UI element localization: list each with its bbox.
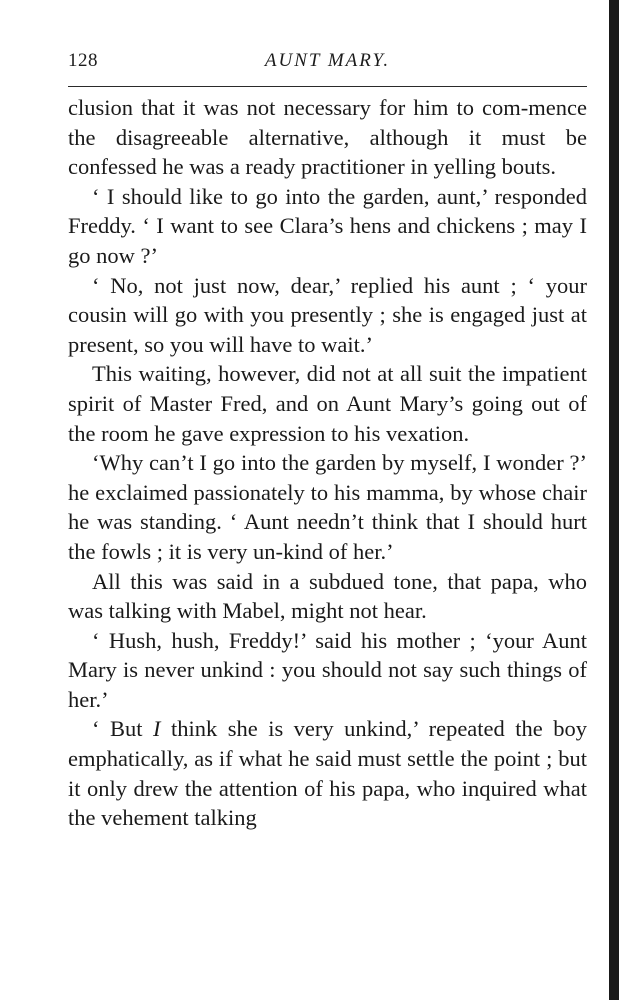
- paragraph: ‘ I should like to go into the garden, aunt,’ responded Freddy. ‘ I want to see Clara’s hens and chickens ; may I go now ?’: [68, 183, 587, 268]
- running-title: AUNT MARY.: [264, 50, 391, 71]
- header-rule: [68, 86, 587, 87]
- scan-edge: [609, 0, 619, 1000]
- text-run: think she is very unkind,’ repeated the boy emphatically, as if what he said must settle the point ; but it only drew the attention of his papa, who inquired what the vehement talking: [68, 716, 587, 831]
- text-run: ‘ But: [92, 716, 153, 742]
- paragraph-last: [68, 714, 587, 832]
- page-number: 128: [68, 50, 98, 71]
- paragraph: ‘ Hush, hush, Freddy!’ said his mother ; ‘your Aunt Mary is never unkind : you should not say such things of her.’: [68, 627, 587, 712]
- paragraph: This waiting, however, did not at all suit the impatient spirit of Master Fred, and on Aunt Mary’s going out of the room he gave expression to his vexation.: [68, 361, 587, 446]
- paragraph-continuation: clusion that it was not necessary for him to com-mence the disagreeable alternative, although it must be confessed he was a ready practitioner in yelling bouts.: [68, 95, 587, 180]
- body-text: [68, 93, 587, 833]
- page-header: [68, 48, 587, 88]
- paragraph: ‘Why can’t I go into the garden by myself, I wonder ?’ he exclaimed passionately to his mamma, by whose chair he was standing. ‘ Aunt needn’t think that I should hurt the fowls ; it is very un-kind of her.’: [68, 450, 587, 564]
- emphasized-word: I: [152, 716, 161, 742]
- paragraph: All this was said in a subdued tone, that papa, who was talking with Mabel, might not hear.: [68, 568, 587, 624]
- paragraph: ‘ No, not just now, dear,’ replied his aunt ; ‘ your cousin will go with you presently ; she is engaged just at present, so you will have to wait.’: [68, 272, 587, 357]
